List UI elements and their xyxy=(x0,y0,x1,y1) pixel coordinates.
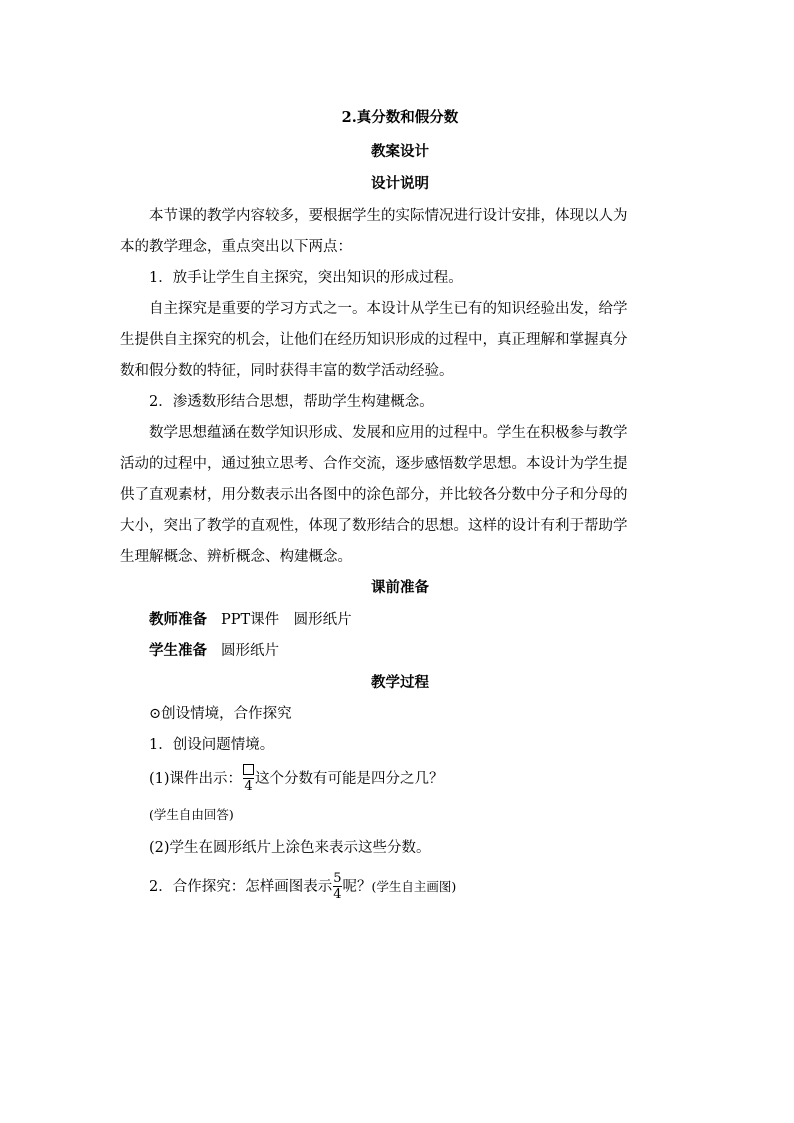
paragraph-line: 供了直观素材，用分数表示出各图中的涂色部分，并比较各分数中分子和分母的 xyxy=(120,487,628,503)
teacher-preparation xyxy=(120,608,680,632)
step-2-note: (学生自主画图) xyxy=(371,879,457,894)
step-2-suffix: 呢？ xyxy=(342,879,372,895)
paragraph-line: 数学思想蕴涵在数学知识形成、发展和应用的过程中。学生在积极参与教学 xyxy=(149,425,628,441)
step-1: 1．创设问题情境。 xyxy=(149,737,275,753)
lesson-subtitle: 教案设计 xyxy=(371,143,429,160)
paragraph-line: 本节课的教学内容较多，要根据学生的实际情况进行设计安排，体现以人为 xyxy=(149,208,628,224)
paragraph-line: 本的教学理念，重点突出以下两点： xyxy=(120,239,352,255)
teacher-prep-items: PPT课件 圆形纸片 xyxy=(221,612,352,628)
step-2 xyxy=(120,872,680,902)
blank-box-icon xyxy=(243,764,254,775)
lesson-title: 2.真分数和假分数 xyxy=(341,109,459,126)
section-heading-design-notes: 设计说明 xyxy=(371,175,429,192)
paragraph-line: 生提供自主探究的机会，让他们在经历知识形成的过程中，真正理解和掌握真分 xyxy=(120,332,628,348)
section-heading-preparation: 课前准备 xyxy=(371,579,429,596)
student-prep-label: 学生准备 xyxy=(149,642,207,659)
step-1b: (2)学生在圆形纸片上涂色来表示这些分数。 xyxy=(149,840,431,856)
step-1a-note: (学生自由回答) xyxy=(149,807,234,822)
step-1a-suffix: 这个分数有可能是四分之几？ xyxy=(255,771,444,787)
student-preparation xyxy=(120,639,680,663)
paragraph-line: 生理解概念、辨析概念、构建概念。 xyxy=(120,549,352,565)
step-1a-prefix: (1)课件出示： xyxy=(149,771,243,787)
fraction-denominator: 4 xyxy=(333,887,342,902)
step-title: ⊙创设情境，合作探究 xyxy=(149,706,292,722)
list-item-2: 2．渗透数形结合思想，帮助学生构建概念。 xyxy=(149,394,434,410)
section-heading-process: 教学过程 xyxy=(371,674,429,691)
five-quarters-fraction xyxy=(333,872,341,902)
paragraph-line: 活动的过程中，通过独立思考、合作交流，逐步感悟数学思想。本设计为学生提 xyxy=(120,456,628,472)
paragraph-line: 大小，突出了教学的直观性，体现了数形结合的思想。这样的设计有利于帮助学 xyxy=(120,518,628,534)
fraction-denominator: 4 xyxy=(244,779,253,794)
list-item-1: 1．放手让学生自主探究，突出知识的形成过程。 xyxy=(149,270,463,286)
paragraph-line: 自主探究是重要的学习方式之一。本设计从学生已有的知识经验出发，给学 xyxy=(149,301,628,317)
step-1a xyxy=(120,764,680,794)
blank-fraction xyxy=(243,764,254,794)
student-prep-items: 圆形纸片 xyxy=(221,643,279,659)
step-2-prefix: 2．合作探究：怎样画图表示 xyxy=(149,879,333,895)
teacher-prep-label: 教师准备 xyxy=(149,611,207,628)
fraction-numerator: 5 xyxy=(333,871,342,886)
paragraph-line: 数和假分数的特征，同时获得丰富的数学活动经验。 xyxy=(120,363,454,379)
